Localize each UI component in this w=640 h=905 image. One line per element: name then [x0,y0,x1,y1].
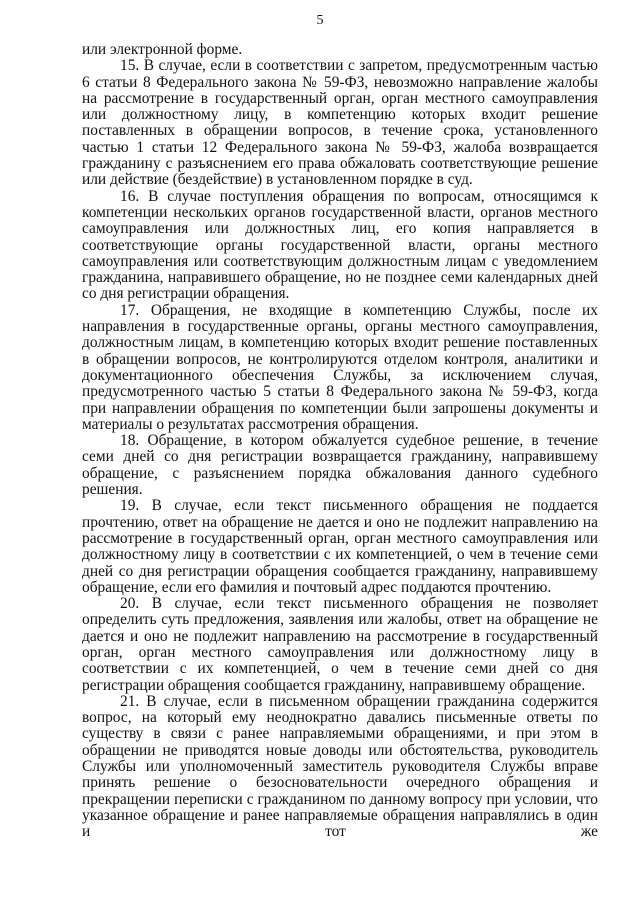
paragraph-16: 16. В случае поступления обращения по вопросам, относящимся к компетенции нескольких органов государственной власти, органов местного самоуправления или должностных лиц, его копия направляется в соответствующие органы государственной власти, органы местного самоуправления или соответствующим должностным лицам с уведомлением гражданина, направившего обращение, но не позднее семи календарных дней со дня регистрации обращения. [82,187,598,303]
paragraph-18: 18. Обращение, в котором обжалуется судебное решение, в течение семи дней со дня регистрации возвращается гражданину, направившему обращение, с разъяснением порядка обжалования данного судебного решения. [82,432,598,499]
paragraph-20: 20. В случае, если текст письменного обращения не позволяет определить суть предложения, заявления или жалобы, ответ на обращение не дается и оно не подлежит направлению на рассмотрение в государственный орган, орган местного самоуправления или должностному лицу в соответствии с их компетенцией, о чем в течение семи дней со дня регистрации обращения сообщается гражданину, направившему обращение. [82,595,598,694]
continuation-line: или электронной форме. [82,41,243,58]
paragraph-19: 19. В случае, если текст письменного обращения не поддается прочтению, ответ на обращение не дается и оно не подлежит направлению на рассмотрение в государственный орган, орган местного самоуправления или должностному лицу в соответствии с их компетенцией, о чем в течение семи дней со дня регистрации обращения сообщается гражданину, направившему обращение, если его фамилия и почтовый адрес поддаются прочтению. [82,497,598,596]
paragraph-21: 21. В случае, если в письменном обращении гражданина содержится вопрос, на который ему неоднократно давались письменные ответы по существу в связи с ранее направляемыми обращениями, и при этом в обращении не приводятся новые доводы или обстоятельства, руководитель Службы или уполномоченный заместитель руководителя Службы вправе принять решение о безосновательности очередного обращения и прекращении переписки с гражданином по данному вопросу при условии, что указанное обращение и ранее направляемые обращения направлялись в один и тот же [82,692,598,841]
paragraph-17: 17. Обращения, не входящие в компетенцию Службы, после их направления в государственные органы, органы местного самоуправления, должностным лицам, в компетенцию которых входит решение поставленных в обращении вопросов, не контролируются отделом контроля, аналитики и документационного обеспечения Службы, за исключением случая, предусмотренного частью 5 статьи 8 Федерального закона № 59-ФЗ, когда при направлении обращения по компетенции были запрошены документы и материалы о результатах рассмотрения обращения. [82,301,598,433]
page-number: 5 [316,13,324,28]
paragraph-15: 15. В случае, если в соответствии с запретом, предусмотренным частью 6 статьи 8 Федерального закона № 59-ФЗ, невозможно направление жалобы на рассмотрение в государственный орган, орган местного самоуправления или должностному лицу, в компетенцию которых входит решение поставленных в обращении вопросов, в течение срока, установленного частью 1 статьи 12 Федерального закона № 59-ФЗ, жалоба возвращается гражданину с разъяснением его права обжаловать соответствующие решение или действие (бездействие) в установленном порядке в суд. [82,57,598,189]
document-body [82,42,598,841]
